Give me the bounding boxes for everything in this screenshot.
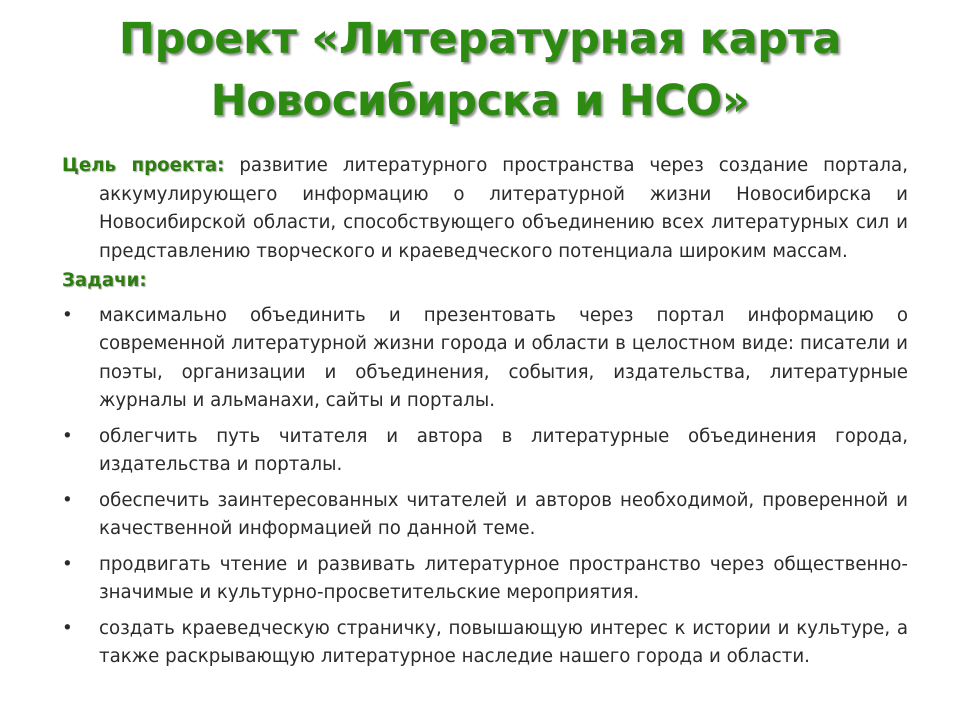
task-item (62, 423, 908, 480)
tasks-label: Задачи: (62, 270, 147, 291)
task-text: облегчить путь читателя и автора в литературные объединения города, издательства и порталы. (99, 425, 908, 475)
goal-text: развитие литературного пространства через создание портала, аккумулирующего информацию о литературной жизни Новосибирска и Новосибирской области, способствующего объединению всех литературных сил и представлению творческого и краеведческого потенциала широким массам. (99, 155, 908, 262)
task-text: создать краеведческую страничку, повышающую интерес к истории и культуре, а также раскрывающую литературное наследие нашего города и области. (99, 617, 908, 667)
task-text: продвигать чтение и развивать литературное пространство через общественно-значимые и культурно-просветительские мероприятия. (99, 553, 908, 603)
bullet-icon: • (62, 304, 73, 326)
slide-title (0, 8, 960, 132)
bullet-icon: • (62, 489, 73, 511)
project-goal (62, 152, 908, 266)
task-item (62, 615, 908, 672)
bullet-icon: • (62, 425, 73, 447)
tasks-list (62, 302, 908, 672)
title-line-2: Новосибирска и НСО» (210, 76, 750, 126)
title-line-1: Проект «Литературная карта (118, 14, 842, 64)
task-item (62, 302, 908, 416)
bullet-icon: • (62, 553, 73, 575)
bullet-icon: • (62, 617, 73, 639)
task-item (62, 551, 908, 608)
goal-label: Цель проекта: (62, 155, 225, 176)
task-text: максимально объединить и презентовать через портал информацию о современной литературной жизни города и области в целостном виде: писатели и поэты, организации и объединения, события, издательства, литературные журналы и альманахи, сайты и порталы. (99, 304, 908, 411)
task-text: обеспечить заинтересованных читателей и авторов необходимой, проверенной и качественной информацией по данной теме. (99, 489, 908, 539)
task-item (62, 487, 908, 544)
slide-content (62, 152, 908, 679)
